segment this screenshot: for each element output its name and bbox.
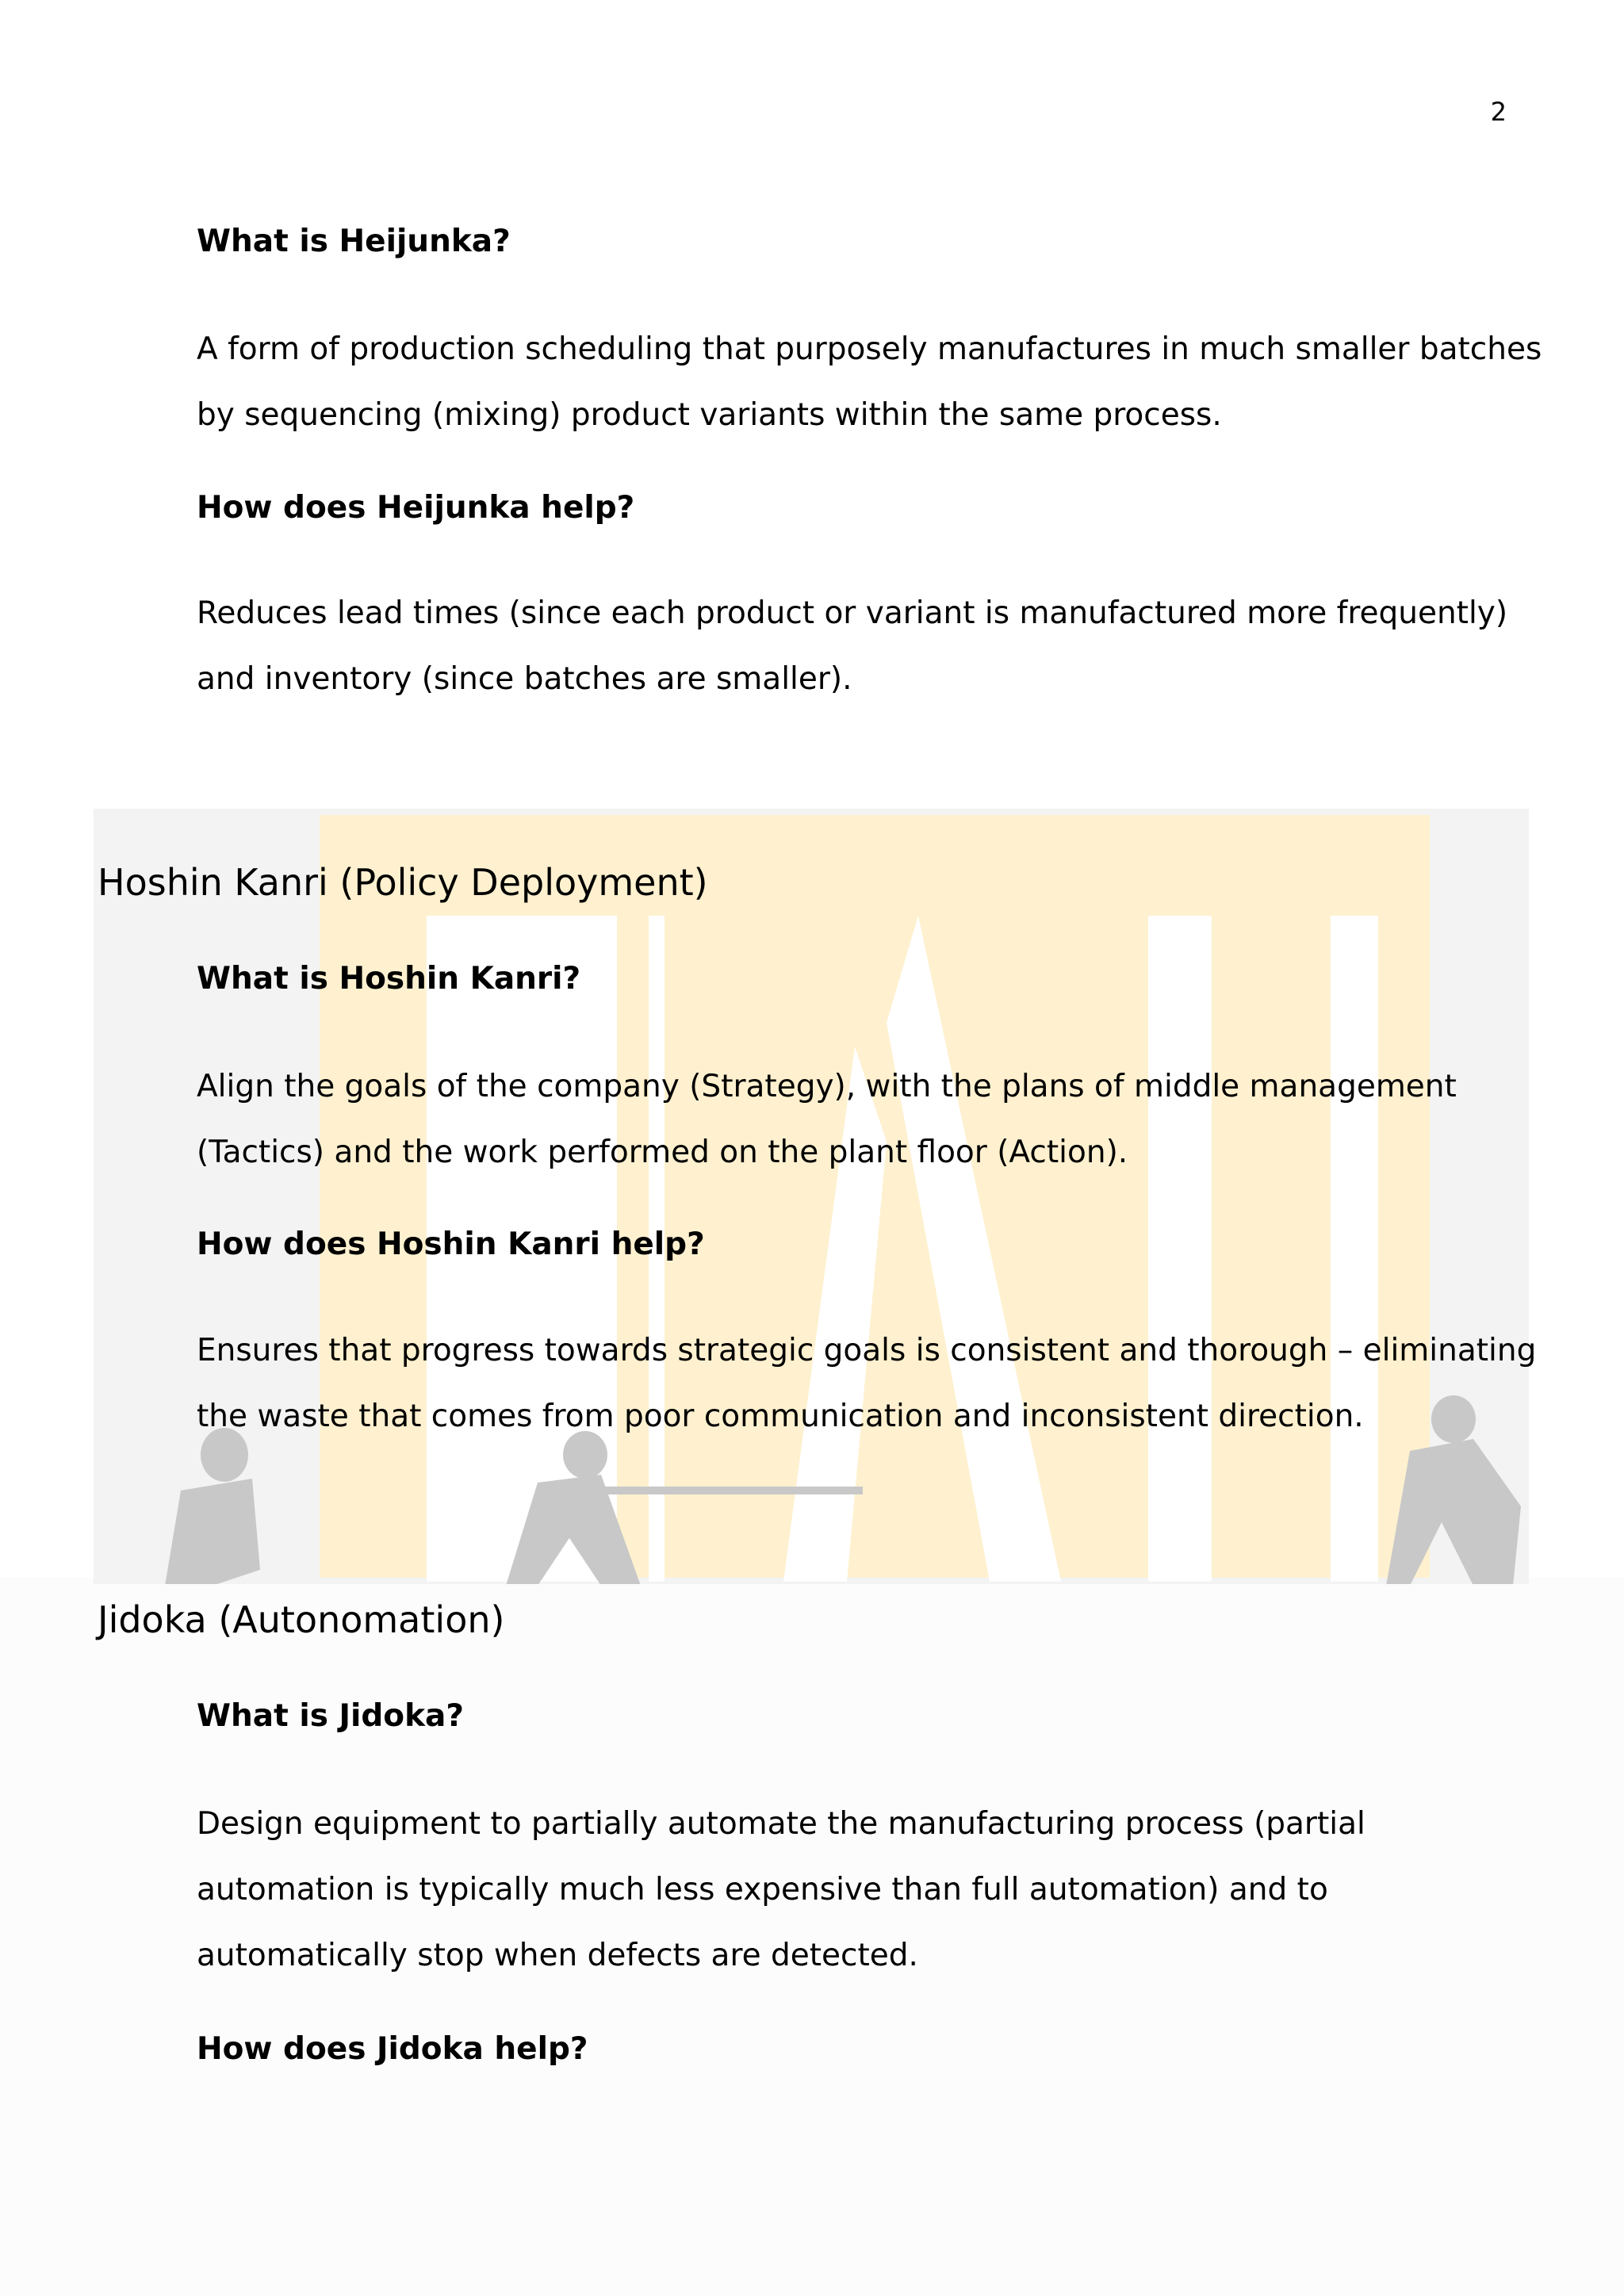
heijunka-how-question: How does Heijunka help? (197, 490, 635, 526)
hoshin-how-question: How does Hoshin Kanri help? (197, 1226, 705, 1262)
jidoka-how-question: How does Jidoka help? (197, 2031, 588, 2067)
hoshin-kanri-heading: Hoshin Kanri (Policy Deployment) (98, 861, 708, 904)
heijunka-what-question: What is Heijunka? (197, 224, 511, 259)
jidoka-heading: Jidoka (Autonomation) (98, 1598, 505, 1641)
hoshin-what-question: What is Hoshin Kanri? (197, 961, 581, 997)
hoshin-how-answer: Ensures that progress towards strategic goals is consistent and thorough – eliminating the waste that comes from poor communication and inconsistent direction. (197, 1333, 1537, 1434)
page-number: 2 (1490, 97, 1507, 127)
jidoka-what-question: What is Jidoka? (197, 1698, 464, 1734)
jidoka-what-answer: Design equipment to partially automate the manufacturing process (partial automation is typically much less expensive than full automation) and to automatically stop when defects are detected. (197, 1806, 1365, 1973)
lean-watermark-image (94, 809, 1529, 1584)
heijunka-how-answer: Reduces lead times (since each product or variant is manufactured more frequently) and inventory (since batches are smaller). (197, 595, 1508, 697)
hoshin-what-answer: Align the goals of the company (Strategy), with the plans of middle management (Tactics) and the work performed on the plant floor (Action). (197, 1069, 1457, 1170)
heijunka-what-answer: A form of production scheduling that purposely manufactures in much smaller batches by sequencing (mixing) product variants within the same process. (197, 331, 1542, 433)
